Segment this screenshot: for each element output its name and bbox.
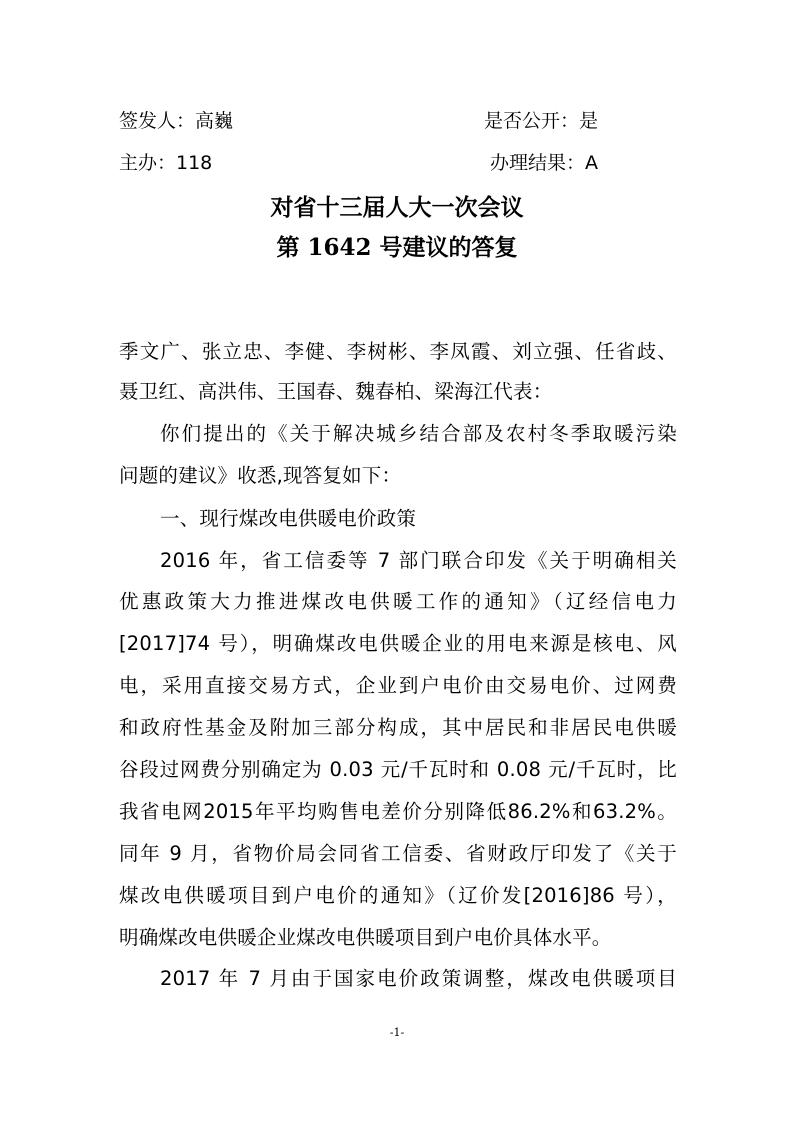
result-field: 办理结果：A [490,152,598,174]
host-field: 主办：118 [119,152,213,174]
paragraph-line: 2016 年，省工信委等 7 部门联合印发《关于明确相关 [160,549,677,572]
paragraph-line: 我省电网2015年平均购售电差价分别降低86.2%和63.2%。 [119,800,677,823]
paragraph-line: 谷段过网费分别确定为 0.03 元/千瓦时和 0.08 元/千瓦时，比 [119,758,677,781]
page-number: -1- [389,1026,405,1039]
paragraph-line: 和政府性基金及附加三部分构成，其中居民和非居民电供暖 [119,716,677,739]
document-title-line1: 对省十三届人大一次会议 [270,194,524,221]
paragraph-line: 2017 年 7 月由于国家电价政策调整，煤改电供暖项目 [160,967,677,990]
intro-paragraph-line: 你们提出的《关于解决城乡结合部及农村冬季取暖污染 [160,422,677,445]
paragraph-line: 同年 9 月，省物价局会同省工信委、省财政厅印发了《关于 [119,842,677,865]
addressee-line: 季文广、张立忠、李健、李树彬、李凤霞、刘立强、任省歧、 [119,340,677,363]
addressee-line: 聂卫红、高洪伟、王国春、魏春柏、梁海江代表： [119,380,553,403]
paragraph-line: 明确煤改电供暖企业煤改电供暖项目到户电价具体水平。 [119,926,612,949]
intro-paragraph-line: 问题的建议》收悉,现答复如下： [119,464,402,487]
document-title-line2: 第 1642 号建议的答复 [276,234,518,261]
section-heading: 一、现行煤改电供暖电价政策 [160,507,417,530]
paragraph-line: [2017]74 号），明确煤改电供暖企业的用电来源是核电、风 [119,632,677,655]
paragraph-line: 优惠政策大力推进煤改电供暖工作的通知》（辽经信电力 [119,590,677,613]
paragraph-line: 电，采用直接交易方式，企业到户电价由交易电价、过网费 [119,674,677,697]
public-status-field: 是否公开：是 [484,110,599,132]
paragraph-line: 煤改电供暖项目到户电价的通知》（辽价发[2016]86 号）， [119,884,677,907]
signer-field: 签发人：高巍 [119,110,234,132]
